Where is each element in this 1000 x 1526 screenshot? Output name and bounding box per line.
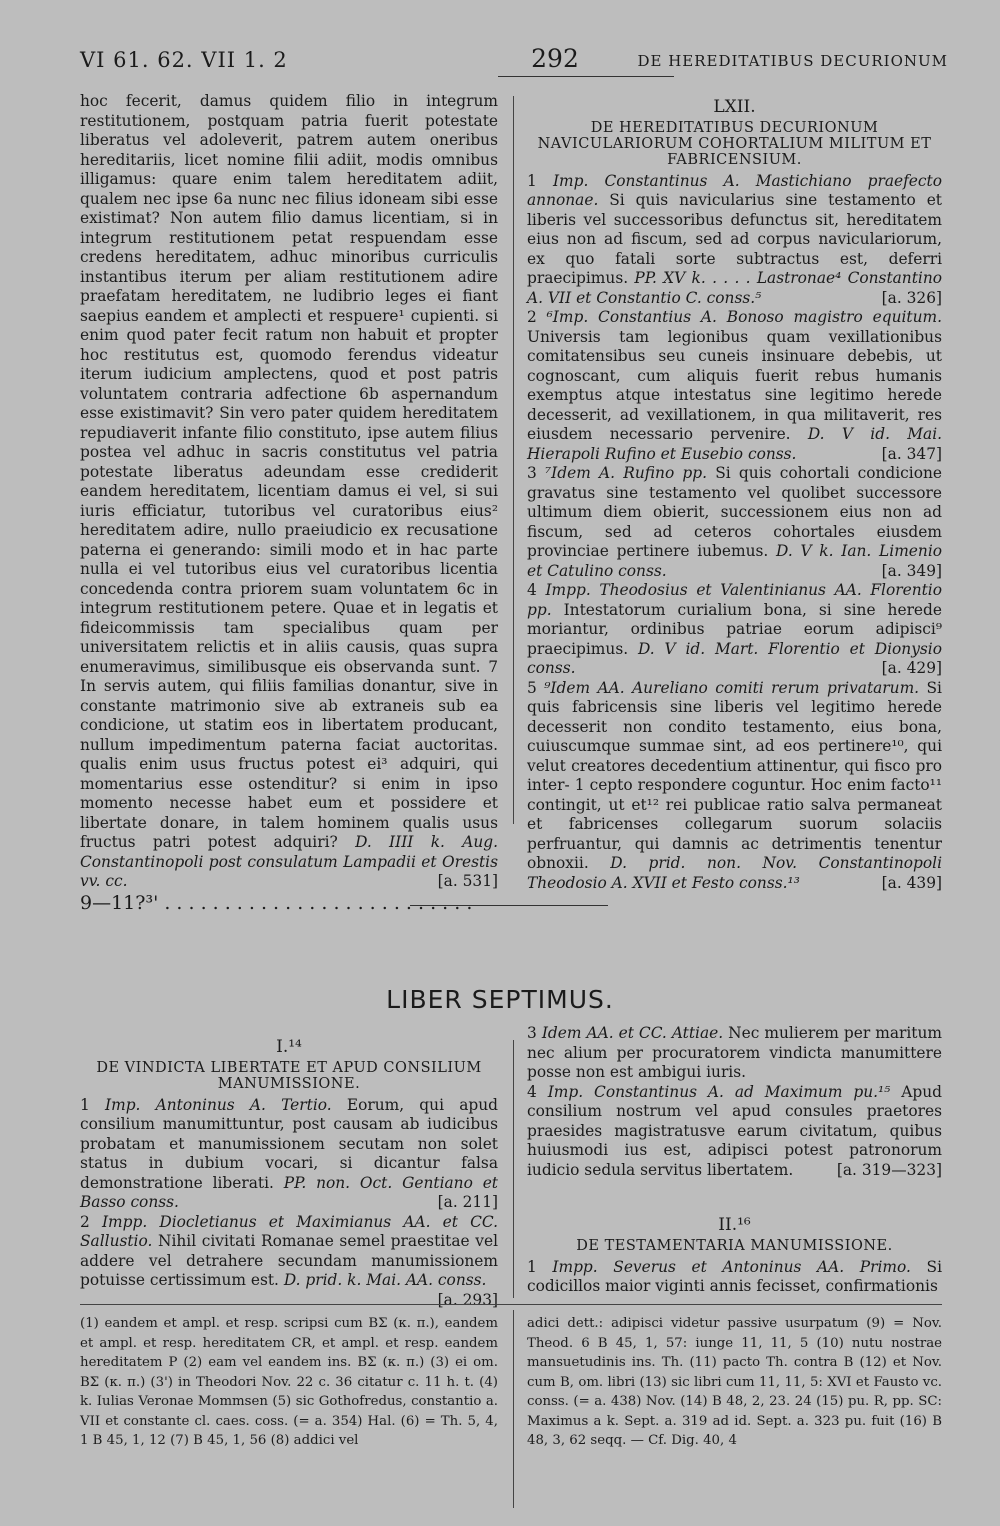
running-head-left: VI 61. 62. VII 1. 2 <box>80 48 288 72</box>
running-head-rule <box>498 76 674 77</box>
law-subscription: PP. non. Oct. Gentiano et Basso conss. <box>80 1173 498 1211</box>
law-inscription: Imp. Constantinus A. Mastichiano praefecto annonae. <box>527 171 942 209</box>
omitted-laws: 9—11?³' . . . . . . . . . . . . . . . . . . . . . . . . . . <box>80 891 473 914</box>
footnotes-right: adici dett.: adipisci videtur passive usurpatum (9) = Nov. Theod. 6 B 45, 1, 57: iunge 11, 11, 5 (10) nutu nostrae mansuetudinis ins. Th. (11) pacto Th. contra B (12) et Nov. cum B, om. libri (13) sic libri cum 11, 11, 5: XVI et Fausto vc. conss. (= a. 438) Nov. (14) B 48, 2, 23. 24 (15) pu. R, pp. SC: Maximus a k. Sept. a. 319 ad id. Sept. a. 323 pu. fuit (16) B 48, 3, 62 seqq. — Cf. Dig. 40, 4 <box>527 1316 942 1448</box>
law-year: [a. 349] <box>881 561 942 580</box>
law-inscription: Impp. Diocletianus et Maximianus AA. et CC. Sallustio. <box>80 1212 498 1250</box>
law-inscription: Impp. Theodosius et Valentinianus AA. Florentio pp. <box>527 581 942 619</box>
law-text: Apud consilium nostrum vel apud consules praetores praesides magistratusve earum civitatum, quibus huiusmodi ius est, adipisci potest patronorum iudicio sedula servitus libertatem. <box>527 1082 942 1179</box>
law-inscription: Idem AA. et CC. Attiae. <box>541 1024 724 1042</box>
law-text: Intestatorum curialium bona, si sine herede moriantur, ordinibus patriae eorum adipisci⁹ praecipimus. <box>527 600 942 658</box>
law-entry: 1 Imp. Constantinus A. Mastichiano praefecto annonae. Si quis navicularius sine testamento et liberis vel successoribus defunctus sit, hereditatem eius non ad fiscum, sed ad corpus naviculariorum, ex quo fatali sorte subtractus est, deferri praecipimus. PP. XV k. . . . . Lastronae⁴ Constantino A. VII et Constantio C. conss.⁵ [a. 326] <box>527 171 943 307</box>
title-heading: DE VINDICTA LIBERTATE ET APUD CONSILIUM MANUMISSIONE. <box>96 1059 482 1092</box>
law-text: Si codicillos maior viginti annis fecisset, confirmationis <box>527 1257 942 1295</box>
law-year: [a. 293] <box>437 1290 498 1309</box>
page-number: 292 <box>531 44 579 73</box>
title-heading: DE TESTAMENTARIA MANUMISSIONE. <box>576 1237 893 1254</box>
law-subscription: D. V id. Mai. Hierapoli Rufino et Eusebio conss. <box>527 425 943 463</box>
law-entry: 5 ⁹Idem AA. Aureliano comiti rerum privatarum. Si quis fabricensis sine liberis vel legitimo herede decesserit non condito testamento, eius bona, cuiuscumque summae sint, ad eos pertinere¹⁰, qui velut creatores decedentium attinentur, qui fisco pro inter- 1 cepto respondere coguntur. Hoc enim facto¹¹ contingit, ut et¹² rei publicae ratio salva permaneat et fabricenses collegarum suorum solaciis perfruantur, qui damnis ac detrimentis tenentur obnoxii. D. prid. non. Nov. Constantinopoli Theodosio A. XVII et Festo conss.¹³ [a. 439] <box>527 678 942 892</box>
law-subscription: PP. XV k. . . . . Lastronae⁴ Constantino A. VII et Constantio C. conss.⁵ <box>527 269 943 307</box>
law-entry: 2 ⁶Imp. Constantius A. Bonoso magistro equitum. Universis tam legionibus quam vexillationibus comitatensibus seu cuneis insinuare debebis, ut cognoscant, cum aliquis fuerit rebus humanis exemptus atque intestatus sine legitimo herede decesserit, ad vexillationem, in qua militaverit, res eiusdem necessario pervenire. D. V id. Mai. Hierapoli Rufino et Eusebio conss. [a. 347] <box>527 308 943 463</box>
column-divider <box>513 1040 514 1298</box>
law-text: Si quis fabricensis sine liberis vel legitimo herede decesserit non condito testamento, eius bona, cuiuscumque summae sint, ad eos pertinere¹⁰, qui velut creatores decedentium attinentur, qui fisco pro inter- 1 cepto respondere coguntur. Hoc enim facto¹¹ contingit, ut et¹² rei publicae ratio salva permaneat et fabricenses collegarum suorum solaciis perfruantur, qui damnis ac detrimentis tenentur obnoxii. <box>527 678 942 872</box>
law-subscription: D. IIII k. Aug. Constantinopoli post consulatum Lampadii et Orestis vv. cc. <box>80 833 498 890</box>
law-inscription: ⁷Idem A. Rufino pp. <box>545 464 708 482</box>
law-year: [a. 347] <box>881 444 942 463</box>
law-inscription: ⁹Idem AA. Aureliano comiti rerum privatarum. <box>544 678 920 697</box>
footnotes-left: (1) eandem et ampl. et resp. scripsi cum BΣ (κ. π.), eandem et ampl. et resp. hereditatem CR, et ampl. et resp. eandem hereditatem P (2) eam vel eandem ins. BΣ (κ. π.) (3) ei om. BΣ (κ. π.) (3') in Theodori Nov. 22 c. 36 citatur c. 11 h. t. (4) k. Iulias Veronae Mommsen (5) sic Gothofredus, constantio a. VII et constante cl. caes. coss. (= a. 354) Hal. (6) = Th. 5, 4, 1 B 45, 1, 12 (7) B 45, 1, 56 (8) addici vel <box>80 1316 498 1448</box>
law-year: [a. 319—323] <box>836 1160 942 1179</box>
law-subscription: D. V id. Mart. Florentio et Dionysio conss. <box>527 639 942 677</box>
footnote-divider <box>513 1310 514 1508</box>
law-entry: 1 Impp. Severus et Antoninus AA. Primo. Si codicillos maior viginti annis fecisset, confirmationis <box>527 1257 942 1295</box>
law-text: Nihil civitati Romanae semel praestitae vel addere vel detrahere secundam manumissionem potuisse certissimum est. <box>80 1232 498 1289</box>
law-subscription: D. prid. non. Nov. Constantinopoli Theodosio A. XVII et Festo conss.¹³ <box>527 854 942 892</box>
lower-left-column <box>80 1038 498 1310</box>
footnote-rule <box>80 1304 942 1305</box>
law-text: Si quis navicularius sine testamento et liberis vel successoribus defunctus sit, hereditatem eius non ad fiscum, sed ad corpus naviculariorum, ex quo fatali sorte subtractus est, deferri praecipimus. <box>527 191 942 287</box>
title-number: I.¹⁴ <box>276 1037 302 1057</box>
law-year: [a. 429] <box>881 659 942 677</box>
title-heading: DE HEREDITATIBUS DECURIONUM NAVICULARIORUM COHORTALIUM MILITUM ET FABRICENSIUM. <box>537 119 932 168</box>
law-entry: 4 Impp. Theodosius et Valentinianus AA. Florentio pp. Intestatorum curialium bona, si sine herede moriantur, ordinibus patriae eorum adipisci⁹ praecipimus. D. V id. Mart. Florentio et Dionysio conss. [a. 429] <box>527 581 942 677</box>
running-head <box>80 44 948 88</box>
law-inscription: Imp. Constantinus A. ad Maximum pu.¹⁵ <box>547 1082 891 1101</box>
law-inscription: Imp. Antoninus A. Tertio. <box>105 1095 332 1114</box>
law-text: Universis tam legionibus quam vexillationibus comitatensibus seu cuneis insinuare debebis, ut cognoscant, cum aliquis fuerit rebus humanis exemptus atque intestatus sine legitimo herede decesserit, ad vexillationem, in qua militaverit, res eiusdem necessario pervenire. <box>527 327 942 443</box>
upper-right-column <box>527 98 942 893</box>
upper-left-column <box>80 92 498 913</box>
law-subscription: D. prid. k. Mai. AA. conss. <box>283 1271 487 1289</box>
law-entry: 3 ⁷Idem A. Rufino pp. Si quis cohortali condicione gravatus sine testamento vel quolibet successore ultimum diem obierit, successionem eius non ad fiscum, sed ad ceteros cohortales eiusdem provinciae pertinere iubemus. D. V k. Ian. Limenio et Catulino conss. [a. 349] <box>527 464 943 580</box>
book-title: LIBER SEPTIMUS. <box>386 985 614 1014</box>
title-number: II.¹⁶ <box>718 1215 751 1235</box>
title-number: LXII. <box>713 97 756 117</box>
law-year: [a. 531] <box>437 872 498 890</box>
law-entry: 1 Imp. Antoninus A. Tertio. Eorum, qui apud consilium manumittuntur, post causam ab iudicibus probatam et manumissionem secutam non solet status in dubium vocari, si dicantur falsa demonstratione liberati. PP. non. Oct. Gentiano et Basso conss. [a. 211] <box>80 1095 498 1211</box>
law-year: [a. 326] <box>881 288 942 307</box>
column-divider <box>513 96 514 824</box>
law-inscription: Impp. Severus et Antoninus AA. Primo. <box>552 1257 911 1276</box>
continued-body: hoc fecerit, damus quidem filio in integrum restitutionem, postquam patria fuerit potestate liberatus vel adoleverit, patrem autem oneribus hereditariis, licet nomine filii adiit, modis omnibus illigamus: quare enim talem hereditatem adiit, qualem nec ipse 6a nunc nec filius idoneam sibi esse existimat? Non autem filio damus licentiam, si in integrum restitutionem petat respuendam esse credens hereditatem, adhuc minoribus curriculis instantibus iterum per aliam restitutionem adire praefatam hereditatem, ne ludibrio leges ei fiant saepius eandem et amplecti et respuere¹ cupienti. si enim quod pater fecit ratum non habuit et propter hoc restitutus est, quomodo ferendus videatur iterum iudicium amplectens, quod et post patris voluntatem contraria adfectione 6b aspernandum esse existimavit? Sin vero pater quidem hereditatem repudiaverit infante filio constituto, ipse autem filius postea vel adhuc in sacris constitutus vel patria potestate liberatus adeundam esse crediderit eandem hereditatem, licentiam damus ei vel, si sui iuris efficiatur, tutoribus vel curatoribus eius² hereditatem adire, nullo praeiudicio ex recusatione paterna ei generando: simili modo et in hac parte nulla ei vel tutoribus eius vel curatoribus licentia concedenda contra priorem suam voluntatem 6c in integrum restitutionem petere. Quae et in legatis et fideicommissis tam specialibus quam per universitatem relictis et in aliis causis, quas supra enumeravimus, similibusque eis observanda sunt. 7 In servis autem, qui filiis familias donantur, sive in constante matrimonio sive ab extraneis sub ea condicione, ut statim eos in libertatem producant, nullum impedimentum paterna faciat auctoritas. qualis enim usus fructus potest ei³ adquiri, qui momentarius esse ostenditur? si enim in ipso momento necesse habet eum et possidere et libertate donare, in talem hominem qualis usus fructus patri potest adquiri? <box>80 92 498 851</box>
law-text: Nec mulierem per maritum nec alium per procuratorem vindicta manumittere posse non est ambigui iuris. <box>527 1024 942 1081</box>
running-head-right: DE HEREDITATIBUS DECURIONUM <box>637 52 948 70</box>
law-entry: 4 Imp. Constantinus A. ad Maximum pu.¹⁵ Apud consilium nostrum vel apud consules praetores praesides magistratusve earum civitatum, quibus huiusmodi ius est, adipisci potest patronorum iudicio sedula servitus libertatem. [a. 319—323] <box>527 1082 942 1179</box>
lower-right-column <box>527 1024 942 1297</box>
law-subscription: D. V k. Ian. Limenio et Catulino conss. <box>527 542 943 580</box>
law-entry: 2 Impp. Diocletianus et Maximianus AA. et CC. Sallustio. Nihil civitati Romanae semel praestitae vel addere vel detrahere secundam manumissionem potuisse certissimum est. D. prid. k. Mai. AA. conss. [a. 293] <box>80 1212 498 1309</box>
law-year: [a. 439] <box>881 873 942 892</box>
law-text: Eorum, qui apud consilium manumittuntur, post causam ab iudicibus probatam et manumissionem secutam non solet status in dubium vocari, si dicantur falsa demonstratione liberati. <box>80 1095 498 1192</box>
law-entry: 3 Idem AA. et CC. Attiae. Nec mulierem per maritum nec alium per procuratorem vindicta manumittere posse non est ambigui iuris. <box>527 1024 942 1081</box>
section-separator <box>410 905 608 906</box>
law-text-continued <box>80 92 498 892</box>
law-year: [a. 211] <box>437 1193 498 1211</box>
law-text: Si quis cohortali condicione gravatus sine testamento vel quolibet successore ultimum diem obierit, successionem eius non ad fiscum, sed ad ceteros cohortales eiusdem provinciae pertinere iubemus. <box>527 464 942 560</box>
law-inscription: ⁶Imp. Constantius A. Bonoso magistro equitum. <box>546 308 942 326</box>
